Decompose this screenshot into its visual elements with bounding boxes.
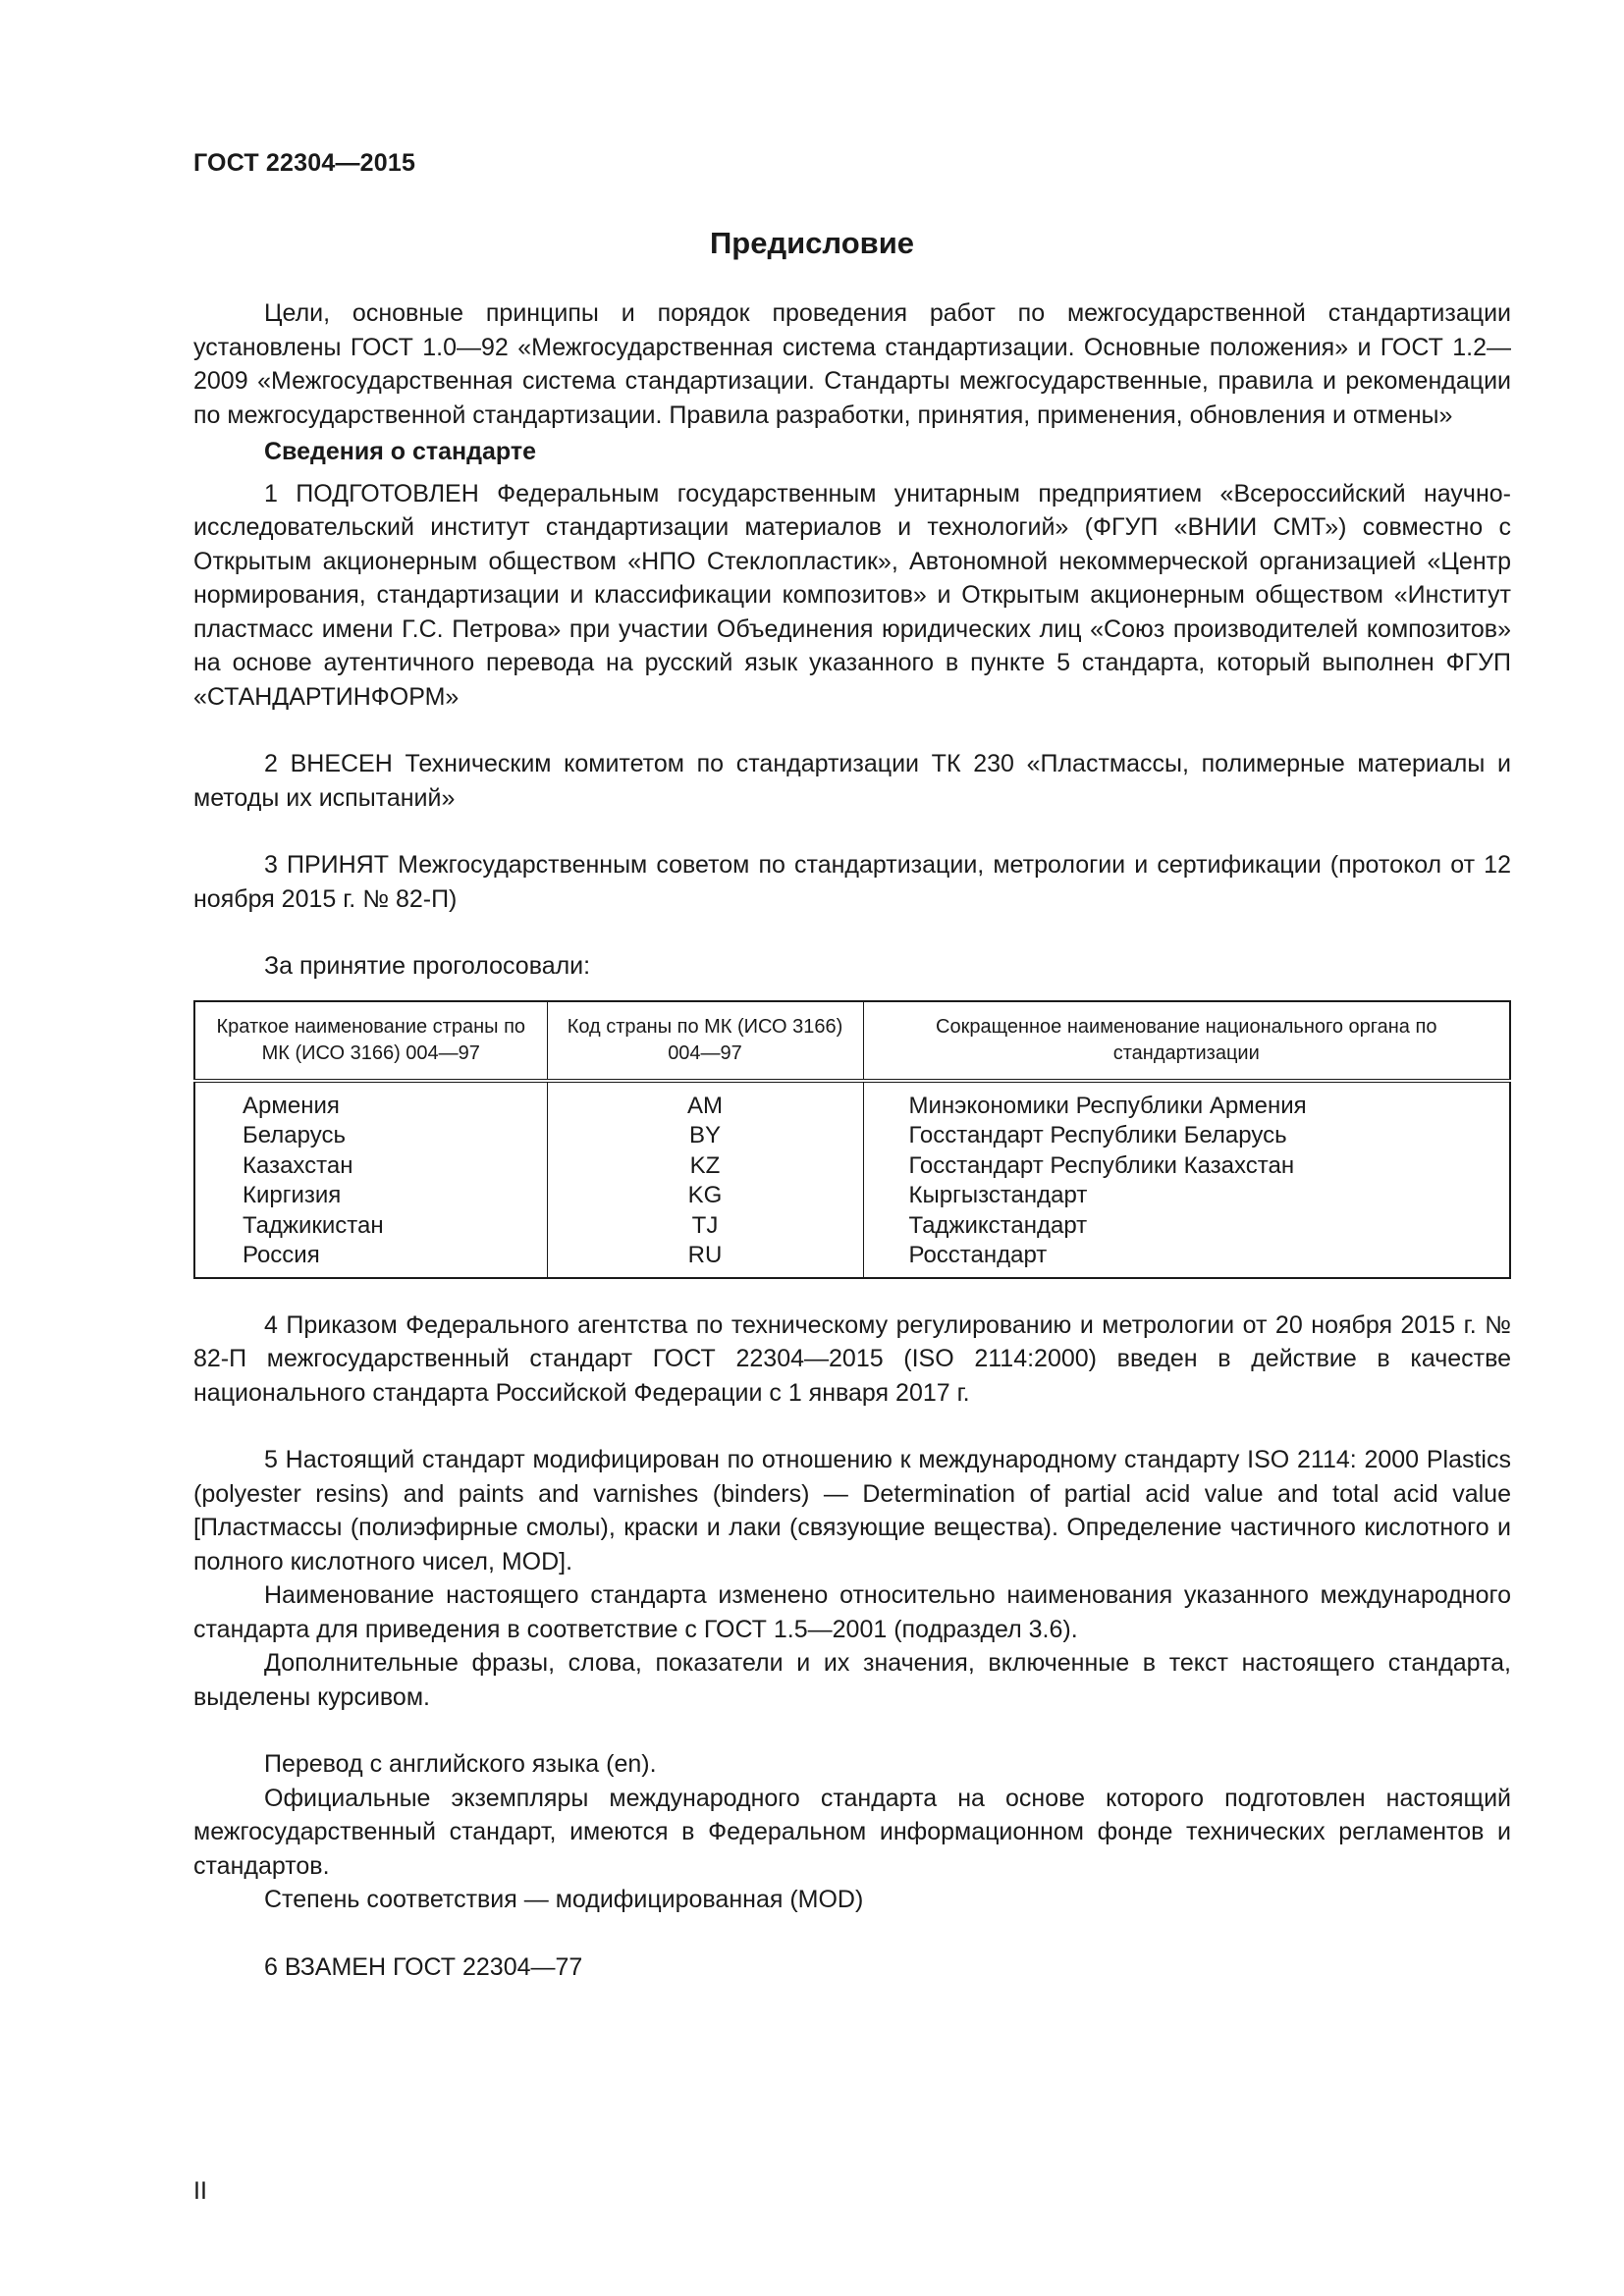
- item-1-paragraph: 1 ПОДГОТОВЛЕН Федеральным государственным унитарным предприятием «Всероссийский научно-исследовательский институт стандартизации материалов и технологий» (ФГУП «ВНИИ СМТ») совместно с Открытым акционерным обществом «НПО Стеклопластик», Автономной некоммерческой организацией «Центр нормирования, стандартизации и классификации композитов» и Открытым акционерным обществом «Институт пластмасс имени Г.С. Петрова» при участии Объединения юридических лиц «Союз производителей композитов» на основе аутентичного перевода на русский язык указанного в пункте 5 стандарта, который выполнен ФГУП «СТАНДАРТИНФОРМ»: [193, 479, 1511, 711]
- item-5-translation: Перевод с английского языка (en).: [264, 1750, 657, 1778]
- country-name: Беларусь: [194, 1121, 547, 1151]
- item-3-paragraph: 3 ПРИНЯТ Межгосударственным советом по стандартизации, метрологии и сертификации (протокол от 12 ноября 2015 г. № 82-П): [193, 851, 1511, 913]
- table-row: [194, 1181, 1510, 1211]
- item-2-paragraph: 2 ВНЕСЕН Техническим комитетом по стандартизации ТК 230 «Пластмассы, полимерные материалы и методы их испытаний»: [193, 750, 1511, 812]
- item-5-italics-note: Дополнительные фразы, слова, показатели и их значения, включенные в текст настоящего стандарта, выделены курсивом.: [193, 1649, 1511, 1711]
- country-name: Россия: [194, 1241, 547, 1278]
- country-name: Таджикистан: [194, 1211, 547, 1242]
- country-code: TJ: [547, 1211, 863, 1242]
- country-code: BY: [547, 1121, 863, 1151]
- country-name: Армения: [194, 1081, 547, 1122]
- table-row: [194, 1211, 1510, 1242]
- standards-body: Таджикстандарт: [908, 1211, 1088, 1239]
- country-name: Казахстан: [194, 1151, 547, 1182]
- header-country-code: Код страны по МК (ИСО 3166) 004—97: [547, 1001, 863, 1081]
- header-standards-body: Сокращенное наименование национального органа по стандартизации: [863, 1001, 1510, 1081]
- document-code-header: ГОСТ 22304—2015: [193, 149, 416, 177]
- country-name: Киргизия: [194, 1181, 547, 1211]
- table-row: [194, 1121, 1510, 1151]
- country-code: KZ: [547, 1151, 863, 1182]
- standards-body: Минэкономики Республики Армения: [908, 1092, 1307, 1119]
- header-country-name: Краткое наименование страны по МК (ИСО 3166) 004—97: [194, 1001, 547, 1081]
- country-code: AM: [547, 1081, 863, 1122]
- table-header-row: [194, 1001, 1510, 1081]
- table-row: [194, 1151, 1510, 1182]
- item-5-official-copies: Официальные экземпляры международного стандарта на основе которого подготовлен настоящий межгосударственный стандарт, имеются в Федеральном информационном фонде технических регламентов и стандартов.: [193, 1784, 1511, 1880]
- intro-paragraph: Цели, основные принципы и порядок проведения работ по межгосударственной стандартизации установлены ГОСТ 1.0—92 «Межгосударственная система стандартизации. Основные положения» и ГОСТ 1.2—2009 «Межгосударственная система стандартизации. Стандарты межгосударственные, правила и рекомендации по межгосударственной стандартизации. Правила разработки, принятия, применения, обновления и отмены»: [193, 299, 1511, 429]
- item-6-paragraph: 6 ВЗАМЕН ГОСТ 22304—77: [264, 1952, 583, 1981]
- item-5-paragraph: 5 Настоящий стандарт модифицирован по отношению к международному стандарту ISO 2114: 2000 Plastics (polyester resins) and paints and varnishes (binders) — Determination of partial acid value and total acid value [Пластмассы (полиэфирные смолы), краски и лаки (связующие вещества). Определение частичного кислотного и полного кислотного чисел, MOD].: [193, 1446, 1511, 1575]
- standards-body: Кыргызстандарт: [908, 1182, 1088, 1208]
- item-5-name-change: Наименование настоящего стандарта изменено относительно наименования указанного международного стандарта для приведения в соответствие с ГОСТ 1.5—2001 (подраздел 3.6).: [193, 1581, 1511, 1643]
- table-row: [194, 1081, 1510, 1122]
- standards-body: Госстандарт Республики Казахстан: [908, 1151, 1295, 1179]
- vote-intro: За принятие проголосовали:: [264, 952, 591, 980]
- country-code: RU: [547, 1241, 863, 1278]
- item-4-paragraph: 4 Приказом Федерального агентства по техническому регулированию и метрологии от 20 ноября 2015 г. № 82-П межгосударственный стандарт ГОСТ 22304—2015 (ISO 2114:2000) введен в действие в качестве национального стандарта Российской Федерации с 1 января 2017 г.: [193, 1310, 1511, 1407]
- standards-body: Госстандарт Республики Беларусь: [908, 1122, 1287, 1148]
- standards-body: Росстандарт: [908, 1242, 1048, 1268]
- voting-table: [193, 1000, 1511, 1279]
- page-number: II: [193, 2177, 207, 2205]
- country-code: KG: [547, 1181, 863, 1211]
- section-subheading: Сведения о стандарте: [264, 438, 537, 465]
- item-5-conformity-degree: Степень соответствия — модифицированная (MOD): [264, 1886, 864, 1913]
- page-title: Предисловие: [709, 226, 914, 260]
- foreword-body: [193, 296, 1511, 1984]
- table-row: [194, 1241, 1510, 1278]
